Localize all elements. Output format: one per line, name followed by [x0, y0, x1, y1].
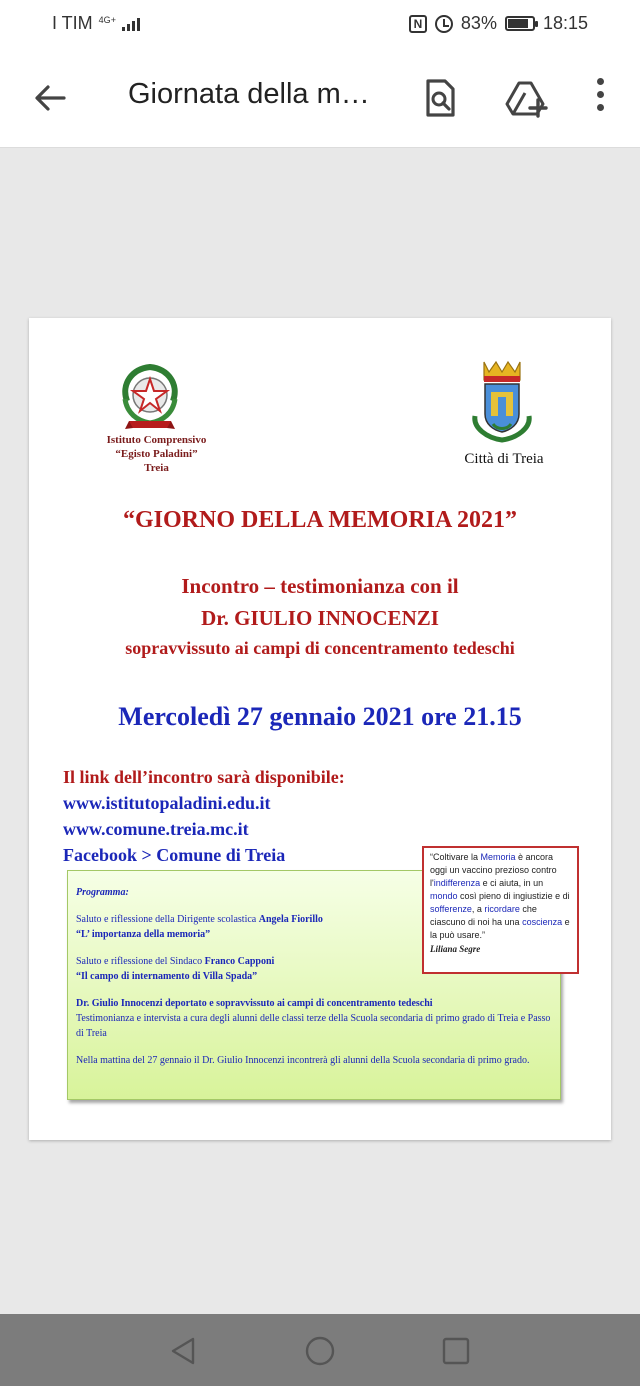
quote-author: Liliana Segre	[430, 944, 481, 954]
program-person: Franco Capponi	[204, 956, 275, 967]
quote-text: così pieno di ingiustizie e di	[457, 891, 570, 901]
add-to-drive-icon[interactable]	[504, 76, 548, 120]
battery-icon	[505, 16, 535, 31]
quote-highlight: mondo	[430, 891, 458, 901]
program-talk-title: “L’ importanza della memoria”	[76, 929, 211, 940]
program-heading: Dr. Giulio Innocenzi deportato e sopravvissuto ai campi di concentramento tedeschi	[76, 998, 433, 1009]
guest-name: Dr. GIULIO INNOCENZI	[201, 606, 439, 630]
status-right	[409, 13, 588, 34]
link-facebook: Facebook > Comune di Treia	[63, 845, 286, 865]
program-person: Angela Fiorillo	[258, 914, 323, 925]
quote-text: , a	[471, 904, 485, 914]
school-line: “Egisto Paladini”	[115, 448, 198, 460]
document-title: Giornata della m…	[128, 78, 370, 110]
network-sup: +	[110, 15, 116, 25]
nav-home-icon[interactable]	[303, 1334, 337, 1368]
quote-text: è ancora oggi un vaccino prezioso contro l'	[430, 852, 557, 888]
quote-text: e la può usare.”	[430, 917, 570, 940]
event-title: “GIORNO DELLA MEMORIA 2021”	[122, 507, 518, 533]
quote-text: “Coltivare la	[430, 852, 481, 862]
more-vert-icon[interactable]	[590, 78, 610, 118]
school-line: Istituto Comprensivo	[106, 434, 207, 446]
city-label: Città di Treia	[464, 451, 544, 467]
program-text: Nella mattina del 27 gennaio il Dr. Giulio Innocenzi incontrerà gli alunni della Scuola secondaria di primo grado.	[76, 1055, 530, 1066]
link-comune: www.comune.treia.mc.it	[63, 819, 249, 839]
network-indicator	[99, 16, 116, 25]
clock: 18:15	[542, 13, 588, 33]
app-bar	[0, 48, 640, 148]
guest-description: sopravvissuto ai campi di concentramento tedeschi	[125, 638, 515, 658]
links-intro: Il link dell’incontro sarà disponibile:	[63, 767, 345, 787]
quote-highlight: Memoria	[480, 852, 516, 862]
nav-back-icon[interactable]	[166, 1334, 200, 1368]
quote-highlight: ricordare	[484, 904, 520, 914]
network-type: 4G	[98, 15, 111, 25]
program-talk-title: “Il campo di internamento di Villa Spada”	[76, 971, 258, 982]
carrier-label: I TIM	[52, 13, 93, 33]
battery-percent: 83%	[460, 13, 497, 33]
quote-text: che ciascuno di noi ha una	[430, 904, 537, 927]
program-item	[76, 1053, 552, 1068]
link-school: www.istitutopaladini.edu.it	[63, 793, 271, 813]
italian-republic-emblem-icon	[115, 363, 185, 435]
program-label: Programma:	[76, 887, 129, 898]
treia-coat-of-arms-icon	[467, 358, 537, 452]
school-line: Treia	[144, 462, 169, 474]
back-arrow-icon[interactable]	[30, 80, 70, 116]
links-section	[63, 764, 345, 868]
signal-icon	[122, 17, 140, 31]
find-in-page-icon[interactable]	[418, 76, 462, 120]
program-item	[76, 996, 552, 1041]
quote-box	[422, 846, 579, 974]
program-text: Saluto e riflessione del Sindaco	[76, 956, 205, 967]
status-left	[52, 13, 140, 34]
program-text: Testimonianza e intervista a cura degli alunni delle classi terze della Scuola secondaria di primo grado di Treia e Passo di Treia	[76, 1013, 551, 1039]
event-date: Mercoledì 27 gennaio 2021 ore 21.15	[118, 702, 522, 731]
quote-highlight: indifferenza	[433, 878, 481, 888]
nav-recents-icon[interactable]	[439, 1334, 473, 1368]
alarm-icon	[435, 15, 453, 33]
nfc-icon: N	[409, 15, 427, 33]
program-text: Saluto e riflessione della Dirigente scolastica	[76, 914, 259, 925]
school-name	[69, 433, 244, 475]
quote-text: e ci aiuta, in un	[480, 878, 544, 888]
document-page	[29, 318, 611, 1140]
quote-highlight: coscienza	[522, 917, 563, 927]
event-subtitle: Incontro – testimonianza con il	[181, 574, 459, 598]
status-bar	[0, 0, 640, 48]
system-nav-bar	[0, 1314, 640, 1386]
quote-highlight: sofferenze	[430, 904, 472, 914]
